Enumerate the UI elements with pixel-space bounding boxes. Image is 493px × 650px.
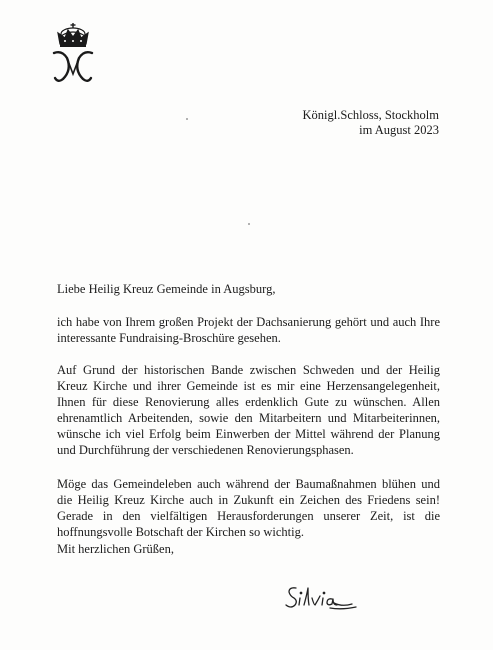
body-paragraph-1: ich habe von Ihrem großen Projekt der Dachsanierung gehört und auch Ihre interessante Fundraising-Broschüre gesehen. [57, 315, 440, 345]
closing-line: Mit herzlichen Grüßen, [57, 542, 174, 556]
body-paragraph-2: Auf Grund der historischen Bande zwischen Schweden und der Heilig Kreuz Kirche und ihrer Gemeinde ist es mir eine Herzensangelegenheit, Ihnen für diese Renovierung alles erdenklich Gute zu wünschen. Allen ehrenamtlich Arbeitenden, sowie den Mitarbeitern und Mitarbeiterinnen, wünsche ich viel Erfolg beim Einwerben der Mittel während der Planung und Durchführung der verschiedenen Renovierungsphasen. [57, 363, 440, 457]
royal-crown-monogram-icon [50, 22, 96, 84]
letter-date: im August 2023 [359, 123, 439, 137]
sender-place: Königl.Schloss, Stockholm [302, 108, 439, 122]
paper-speck [248, 223, 250, 225]
salutation: Liebe Heilig Kreuz Gemeinde in Augsburg, [57, 282, 276, 296]
sender-address-block [303, 108, 439, 138]
paper-speck [186, 118, 188, 120]
body-paragraph-3: Möge das Gemeindeleben auch während der Baumaßnahmen blühen und die Heilig Kreuz Kirche auch in Zukunft ein Zeichen des Friedens sein! Gerade in den vielfältigen Herausforderungen unserer Zeit, ist die hoffnungsvolle Botschaft der Kirchen so wichtig. [57, 477, 440, 539]
handwritten-signature [282, 580, 362, 614]
